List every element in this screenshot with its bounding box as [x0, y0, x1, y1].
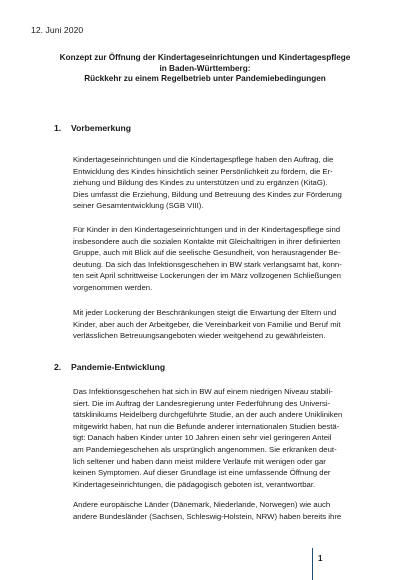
text-line: verlässlichen Betreuungsangeboten wieder weitgehend zu gewährleisten. [73, 331, 326, 341]
text-line: ten seit April schrittweise Lockerungen der im März vollzogenen Schließungen [73, 271, 341, 281]
text-line: Für Kinder in den Kindertageseinrichtungen und in der Kindertagespflege sind [73, 225, 341, 234]
paragraph [73, 307, 389, 342]
text-line: Kinder, aber auch der Arbeitgeber, die Vereinbarkeit von Familie und Beruf mit [73, 319, 341, 329]
title-line: in Baden-Württemberg: [159, 63, 251, 73]
section-heading-vorbemerkung [54, 123, 131, 133]
text-line: Andere europäische Länder (Dänemark, Niederlande, Norwegen) wie auch [73, 500, 331, 509]
text-line: Entwicklung des Kindes hinsichtlich seiner Persönlichkeit zu fördern, die Er- [73, 166, 333, 176]
text-line: deutung. Da sich das Infektionsgeschehen in BW stark verlangsamt hat, konn- [73, 259, 342, 269]
text-line: tätsklinikums Heidelberg durchgeführte Studie, an der auch andere Unikliniken [73, 410, 343, 420]
text-line: mitgewirkt haben, hat nun die Befunde anderer internationalen Studien bestä- [73, 421, 340, 431]
text-line: Kindertageseinrichtungen, die pädagogisch geboten ist, verantwortbar. [73, 479, 316, 489]
text-line: lich seltener und haben dann meist mildere Verläufe mit wenigen oder gar [73, 456, 326, 466]
text-line: Das Infektionsgeschehen hat sich in BW auf einem niedrigen Niveau stabili- [73, 387, 333, 396]
text-line: vorgenommen werden. [73, 282, 153, 292]
title-line: Konzept zur Öffnung der Kindertageseinrichtungen und Kindertagespflege [59, 53, 351, 62]
text-line: siert. Die im Auftrag der Landesregierung unter Federführung des Universi- [73, 398, 331, 408]
text-line: Gruppe, auch mit Blick auf die seelische Gesundheit, von herausragender Be- [73, 248, 341, 258]
document-date: 12. Juni 2020 [31, 25, 84, 35]
document-title [24, 53, 386, 85]
paragraph [73, 154, 389, 212]
section-title: Pandemie-Entwicklung [71, 362, 166, 372]
text-line: ziehung und Bildung des Kindes zu unterstützen und zu ergänzen (KitaG). [73, 178, 328, 188]
section-number: 2. [54, 362, 62, 372]
text-line: insbesondere auch die sozialen Kontakte mit Gleichaltrigen in ihrer definierten [73, 236, 341, 246]
text-line: seiner Gesamtentwicklung (SGB VIII). [73, 201, 204, 211]
paragraph [73, 499, 389, 522]
text-line: am Pandemiegeschehen als ursprünglich angenommen. Sie erkranken deut- [73, 444, 337, 454]
text-line: Kindertageseinrichtungen und die Kindertagespflege haben den Auftrag, die [73, 155, 334, 164]
text-line: Dies umfasst die Erziehung, Bildung und Betreuung des Kindes zur Förderung [73, 189, 342, 199]
paragraph [73, 224, 389, 294]
text-line: andere Bundesländer (Sachsen, Schleswig-Holstein, NRW) haben bereits ihre [73, 511, 342, 521]
text-line: Mit jeder Lockerung der Beschränkungen steigt die Erwartung der Eltern und [73, 308, 337, 317]
text-line: tigt: Danach haben Kinder unter 10 Jahren einen sehr viel geringeren Anteil [73, 433, 332, 443]
section-title: Vorbemerkung [71, 123, 132, 133]
title-line: Rückkehr zu einem Regelbetrieb unter Pandemiebedingungen [84, 74, 326, 84]
paragraph [73, 386, 389, 490]
page-number: 1 [318, 554, 323, 563]
section-heading-pandemie-entwicklung [54, 362, 165, 372]
text-line: keinen Symptomen. Auf dieser Grundlage ist eine umfassende Öffnung der [73, 468, 331, 478]
page-number-rule [312, 548, 313, 580]
section-number: 1. [54, 123, 62, 133]
